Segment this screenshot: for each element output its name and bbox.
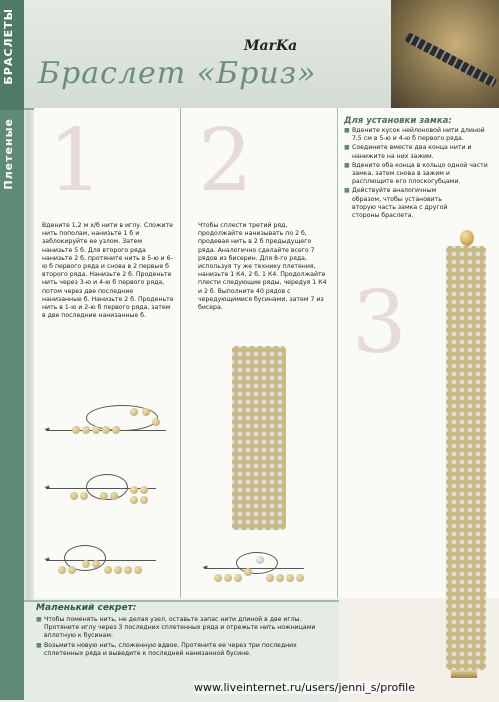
step-3-item: ■ Вдените кусок нейлоновой нити длиной 7,5 см в 5-ю и 4-ю б первого ряда. xyxy=(344,127,489,143)
bracelet-photo xyxy=(391,0,499,108)
step-3-number: 3 xyxy=(352,273,407,373)
sidebar xyxy=(0,0,24,700)
secret-title: Маленький секрет: xyxy=(36,603,137,613)
step-3-item: ■ Соедините вместе два конца нити и нанижите на них зажим. xyxy=(344,144,489,160)
clasp-end xyxy=(451,670,477,678)
secret-item: ■ Чтобы поменять нить, не делая узел, оставьте запас нити длиной в две иглы. Протяните иглу через 3 последних сплетенных ряда и отрежьте нить ножницами вплотную к бусинам. xyxy=(36,616,328,641)
step-3-list xyxy=(344,127,489,221)
page-title: Браслет «Бриз» xyxy=(38,56,317,91)
column-divider-2 xyxy=(337,108,338,598)
secret-item: ■ Возьмите новую нить, сложенную вдвое. Протяните ее через три последних сплетенных ряда и выведите к последней нанизанной бусине. xyxy=(36,642,328,658)
step-2-text: Чтобы сплести третий ряд, продолжайте нанизывать по 2 б, продевая нить в 2 б предыдущего ряда. Аналогично сделайте всего 7 рядов из бисерин. Для 8-го ряда, используя ту же технику плетения, нанизьте 1 К4, 2 б, 1 К4. Продолжайте плести следующие ряды, чередуя 1 К4 и 2 б. Выполните 40 рядов с чередующимися бусинами, затем 7 из бисера. xyxy=(198,222,327,312)
sidebar-subcategory-label: Плетеные xyxy=(2,118,15,190)
step-1-number: 1 xyxy=(48,111,103,211)
step-1-text: Вдените 1,2 м х/б нити в иглу. Сложите нить пополам, нанизьте 1 б и заблокируйте ее узлом. Затем нанизьте 5 б. Для второго ряда нанизьте 2 б, протяните нить в 5-ю и 6-ю б первого ряда и снова в 2 первые б второго ряда. Нанизьте 2 б. Проденьте нить через 3-ю и 4-ю б первого ряда, потом через две последние нанизанные б. Нанизьте 2 б. Проденьте нить в 1-ю и 2-ю б первого ряда, затем в две последние нанизанные б. xyxy=(42,222,174,320)
step-3-item: ■ Действуйте аналогичным образом, чтобы установить вторую часть замка с другой стороны браслета. xyxy=(344,187,448,220)
step-2-number: 2 xyxy=(198,111,253,211)
clasp-ball xyxy=(460,230,474,246)
step-3-item: ■ Вдените оба конца в кольцо одной части замка, затем снова в зажим и расплющите его плоскогубцами. xyxy=(344,162,489,187)
finished-bracelet xyxy=(446,246,486,670)
sidebar-category-label: БРАСЛЕТЫ xyxy=(2,8,15,85)
column-divider-1 xyxy=(180,108,181,598)
secret-list xyxy=(36,616,328,659)
step-2-bead-pattern xyxy=(232,346,286,530)
step-3-title: Для установки замка: xyxy=(344,116,452,126)
watermark-url: www.liveinternet.ru/users/jenni_s/profile xyxy=(194,681,415,694)
signature: MarKa xyxy=(244,38,298,54)
